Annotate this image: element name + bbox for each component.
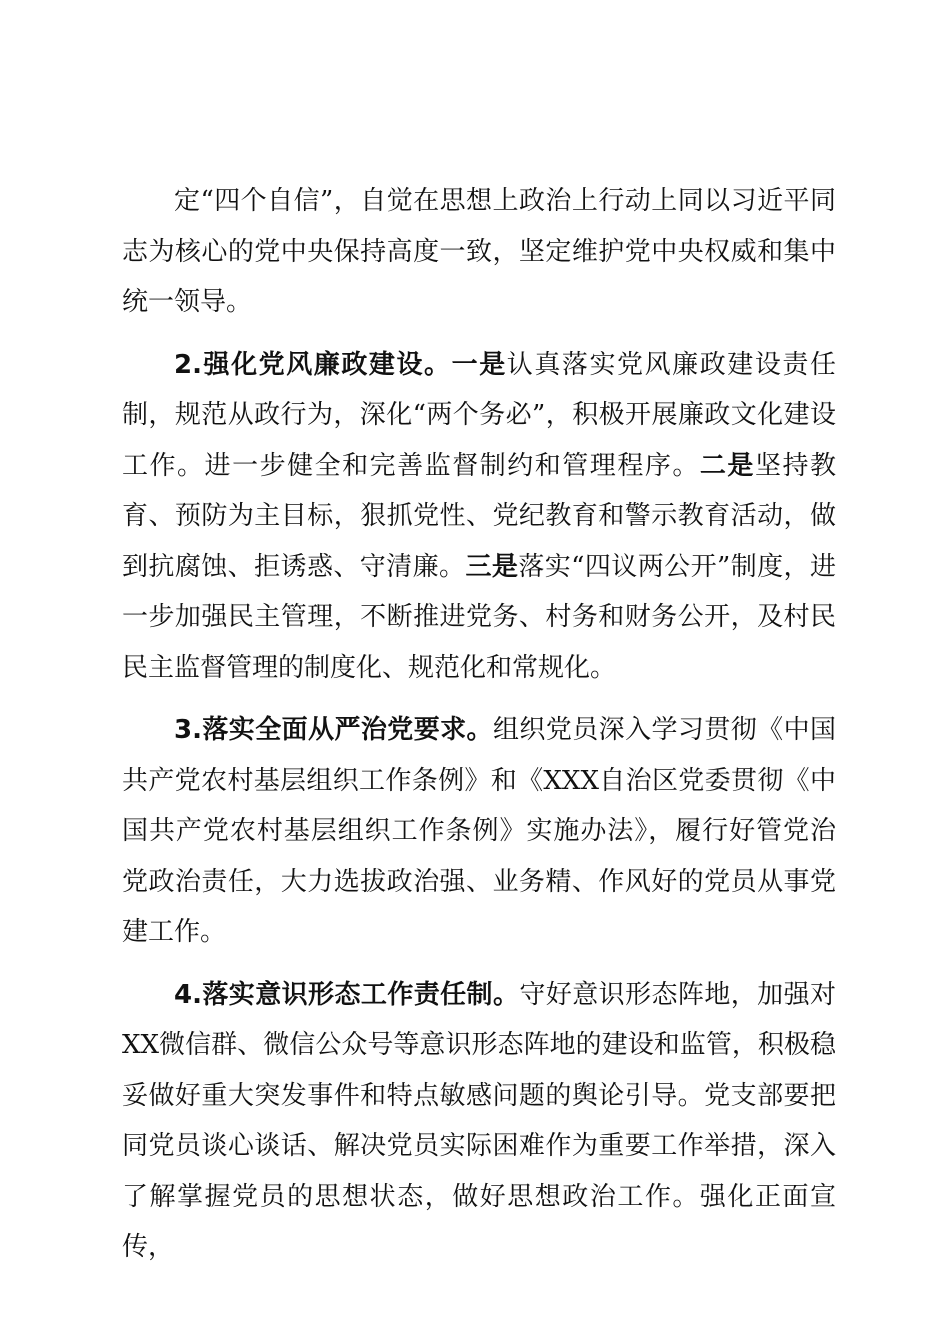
section-text: 组织党员深入学习贯彻《中国共产党农村基层组织工作条例》和《XXX自治区党委贯彻《中国共产党农村基层组织工作条例》实施办法》，履行好管党治党政治责任，大力选拔政治强、业务精、作风好的党员从事党建工作。 bbox=[122, 715, 836, 947]
item-text-first: 认真落实党风廉政建设责任制，规范从政行为，深化“两个务必”，积极开展廉政文化建设工作。进一步健全和完善监督制约和管理程序。 bbox=[122, 349, 836, 481]
section-ideology-responsibility bbox=[122, 970, 836, 1273]
item-text-second: 坚持教育、预防为主目标，狠抓党性、党纪教育和警示教育活动，做到抗腐蚀、拒诱惑、守清廉。 bbox=[122, 450, 836, 582]
paragraph-text: 定“四个自信”，自觉在思想上政治上行动上同以习近平同志为核心的党中央保持高度一致，坚定维护党中央权威和集中统一领导。 bbox=[122, 186, 836, 317]
item-marker-second: 二是 bbox=[699, 450, 755, 481]
section-heading: 3.落实全面从严治党要求。 bbox=[174, 715, 493, 745]
item-text-third: 落实“四议两公开”制度，进一步加强民主管理，不断推进党务、村务和财务公开，及村民民主监督管理的制度化、规范化和常规化。 bbox=[122, 551, 836, 683]
item-marker-third: 三是 bbox=[465, 551, 519, 582]
section-text: 守好意识形态阵地，加强对XX微信群、微信公众号等意识形态阵地的建设和监管，积极稳妥做好重大突发事件和特点敏感问题的舆论引导。党支部要把同党员谈心谈话、解决党员实际困难作为重要工作举措，深入了解掌握党员的思想状态，做好思想政治工作。强化正面宣传， bbox=[122, 979, 836, 1262]
section-heading: 2.强化党风廉政建设。 bbox=[174, 349, 452, 380]
paragraph-continuation bbox=[122, 176, 836, 328]
section-heading: 4.落实意识形态工作责任制。 bbox=[174, 979, 520, 1010]
item-marker-first: 一是 bbox=[451, 349, 507, 380]
section-party-integrity bbox=[122, 340, 836, 694]
document-body bbox=[122, 176, 836, 1285]
section-strict-governance bbox=[122, 705, 836, 958]
